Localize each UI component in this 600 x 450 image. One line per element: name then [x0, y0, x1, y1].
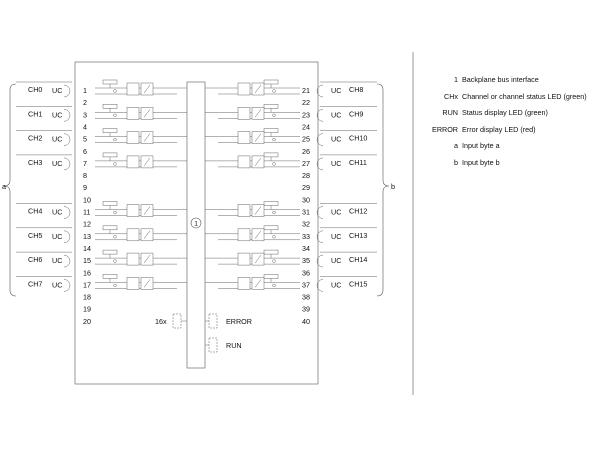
optocoupler-box	[127, 253, 139, 265]
channel-label: CH6	[28, 255, 43, 265]
terminal-pin-label: 7	[83, 158, 87, 168]
channel-label: CH5	[28, 230, 43, 240]
resistor-symbol	[103, 202, 117, 206]
byte-b-label: b	[391, 182, 395, 191]
legend-row	[418, 155, 600, 172]
channel-label: CH12	[349, 206, 368, 216]
channel-label: CH13	[349, 230, 368, 240]
channel-led-symbol	[273, 90, 276, 93]
bus-marker-label: 1	[194, 220, 198, 228]
legend-text: Input byte a	[462, 141, 500, 150]
resistor-symbol	[264, 250, 278, 254]
channel-led-symbol	[114, 284, 117, 287]
terminal-pin-label: 25	[302, 134, 310, 144]
input-circuit-symbol	[173, 314, 181, 328]
optocoupler-box	[127, 229, 139, 241]
terminal-pin-label: 2	[83, 98, 87, 108]
terminal-pin-label: 35	[302, 256, 310, 266]
channel-led-symbol	[114, 211, 117, 214]
terminal-pin-label: 29	[302, 183, 310, 193]
terminal-pin-label: 28	[302, 171, 310, 181]
uc-label: UC	[52, 158, 63, 168]
terminal-pin-label: 26	[302, 146, 310, 156]
legend-key: b	[454, 157, 458, 167]
optocoupler-box	[238, 277, 250, 289]
channel-label: CH1	[28, 109, 43, 119]
uc-label: UC	[52, 110, 63, 120]
terminal-pin-label: 34	[302, 243, 310, 253]
resistor-symbol	[103, 226, 117, 230]
uc-label: UC	[52, 256, 63, 266]
terminal-pin-label: 12	[83, 219, 91, 229]
legend-key: RUN	[442, 108, 458, 117]
terminal-pin-label: 6	[83, 146, 87, 156]
uc-label: UC	[331, 110, 342, 120]
terminal-pin-label: 10	[83, 195, 91, 205]
uc-label: UC	[52, 231, 63, 241]
terminal-pin-label: 37	[302, 280, 310, 290]
uc-label: UC	[52, 134, 63, 144]
uc-label: UC	[52, 280, 63, 290]
channel-label: CH14	[349, 255, 368, 265]
resistor-symbol	[264, 129, 278, 133]
terminal-pin-label: 18	[83, 292, 91, 302]
input-count-label: 16x	[155, 317, 167, 326]
resistor-symbol	[103, 80, 117, 84]
channel-bracket	[64, 134, 70, 146]
resistor-symbol	[264, 153, 278, 157]
terminal-pin-label: 23	[302, 110, 310, 120]
channel-led-symbol	[114, 260, 117, 263]
optocoupler-box	[238, 83, 250, 95]
channel-led-symbol	[114, 163, 117, 166]
channel-led-symbol	[273, 284, 276, 287]
uc-label: UC	[52, 86, 63, 95]
channel-bracket	[64, 109, 70, 121]
terminal-pin-label: 31	[302, 207, 310, 217]
terminal-pin-label: 30	[302, 195, 310, 205]
channel-led-symbol	[114, 90, 117, 93]
terminal-pin-label: 33	[302, 231, 310, 241]
uc-label: UC	[331, 158, 342, 168]
terminal-pin-label: 40	[302, 316, 310, 326]
uc-label: UC	[331, 207, 342, 217]
legend-row	[418, 89, 600, 106]
channel-label: CH8	[349, 85, 364, 94]
channel-led-symbol	[273, 260, 276, 263]
legend-text: Error display LED (red)	[462, 124, 536, 134]
legend-row	[418, 138, 600, 155]
terminal-pin-label: 24	[302, 122, 310, 132]
channel-led-symbol	[114, 235, 117, 238]
run-led-symbol	[209, 338, 217, 352]
optocoupler-box	[127, 83, 139, 95]
terminal-pin-label: 20	[83, 316, 91, 326]
terminal-pin-label: 22	[302, 98, 310, 108]
legend-text: Status display LED (green)	[462, 108, 548, 117]
optocoupler-box	[127, 205, 139, 217]
channel-label: CH3	[28, 157, 43, 167]
terminal-pin-label: 21	[302, 86, 310, 95]
terminal-pin-label: 39	[302, 304, 310, 314]
legend-key: 1	[454, 75, 458, 84]
channel-led-symbol	[273, 114, 276, 117]
uc-label: UC	[331, 280, 342, 290]
terminal-pin-label: 17	[83, 280, 91, 290]
optocoupler-box	[238, 107, 250, 119]
legend-row	[418, 72, 600, 89]
channel-bracket	[64, 158, 70, 170]
optocoupler-box	[127, 277, 139, 289]
channel-bracket	[64, 85, 70, 97]
optocoupler-box	[127, 107, 139, 119]
legend-row	[418, 105, 600, 122]
optocoupler-box	[238, 253, 250, 265]
resistor-symbol	[264, 274, 278, 278]
uc-label: UC	[52, 207, 63, 217]
resistor-symbol	[103, 274, 117, 278]
channel-bracket	[64, 207, 70, 219]
error-led-label: ERROR	[226, 317, 252, 326]
uc-label: UC	[331, 134, 342, 144]
resistor-symbol	[103, 104, 117, 108]
legend-key: ERROR	[432, 124, 458, 134]
channel-led-symbol	[114, 114, 117, 117]
channel-label: CH9	[349, 109, 364, 119]
optocoupler-box	[238, 205, 250, 217]
channel-bracket	[64, 279, 70, 291]
resistor-symbol	[103, 153, 117, 157]
channel-label: CH7	[28, 279, 43, 289]
terminal-pin-label: 8	[83, 171, 87, 181]
terminal-pin-label: 13	[83, 231, 91, 241]
channel-label: CH2	[28, 133, 43, 143]
terminal-pin-label: 9	[83, 183, 87, 193]
optocoupler-box	[238, 229, 250, 241]
optocoupler-box	[127, 156, 139, 168]
terminal-pin-label: 19	[83, 304, 91, 314]
channel-label: CH11	[349, 157, 367, 167]
legend-key: CHx	[444, 91, 458, 101]
run-led-label: RUN	[226, 341, 242, 350]
optocoupler-box	[238, 156, 250, 168]
byte-a-label: a	[2, 182, 6, 191]
resistor-symbol	[264, 202, 278, 206]
terminal-pin-label: 27	[302, 158, 310, 168]
channel-bracket	[64, 255, 70, 267]
resistor-symbol	[264, 80, 278, 84]
channel-led-symbol	[273, 211, 276, 214]
terminal-pin-label: 36	[302, 268, 310, 278]
uc-label: UC	[331, 231, 342, 241]
channel-label: CH10	[349, 133, 368, 143]
optocoupler-box	[238, 132, 250, 144]
terminal-pin-label: 5	[83, 134, 87, 144]
terminal-pin-label: 14	[83, 243, 91, 253]
legend-key: a	[454, 141, 458, 150]
terminal-pin-label: 32	[302, 219, 310, 229]
channel-label: CH4	[28, 206, 43, 216]
terminal-pin-label: 4	[83, 122, 87, 132]
terminal-pin-label: 15	[83, 256, 91, 266]
channel-led-symbol	[273, 235, 276, 238]
terminal-pin-label: 11	[83, 207, 91, 217]
resistor-symbol	[103, 250, 117, 254]
error-led-symbol	[209, 314, 217, 328]
terminal-pin-label: 3	[83, 110, 87, 120]
channel-led-symbol	[273, 163, 276, 166]
optocoupler-box	[127, 132, 139, 144]
resistor-symbol	[264, 104, 278, 108]
resistor-symbol	[103, 129, 117, 133]
legend-text: Backplane bus interface	[462, 75, 539, 84]
resistor-symbol	[264, 226, 278, 230]
legend-text: Input byte b	[462, 157, 500, 167]
terminal-pin-label: 1	[83, 86, 87, 95]
channel-label: CH15	[349, 279, 368, 289]
brace-byte-b	[377, 84, 389, 296]
channel-bracket	[64, 231, 70, 243]
terminal-pin-label: 16	[83, 268, 91, 278]
uc-label: UC	[331, 86, 342, 95]
channel-led-symbol	[114, 138, 117, 141]
channel-label: CH0	[28, 85, 43, 94]
legend	[418, 72, 600, 171]
legend-row	[418, 122, 600, 139]
terminal-pin-label: 38	[302, 292, 310, 302]
channel-led-symbol	[273, 138, 276, 141]
uc-label: UC	[331, 256, 342, 266]
legend-text: Channel or channel status LED (green)	[462, 91, 587, 101]
